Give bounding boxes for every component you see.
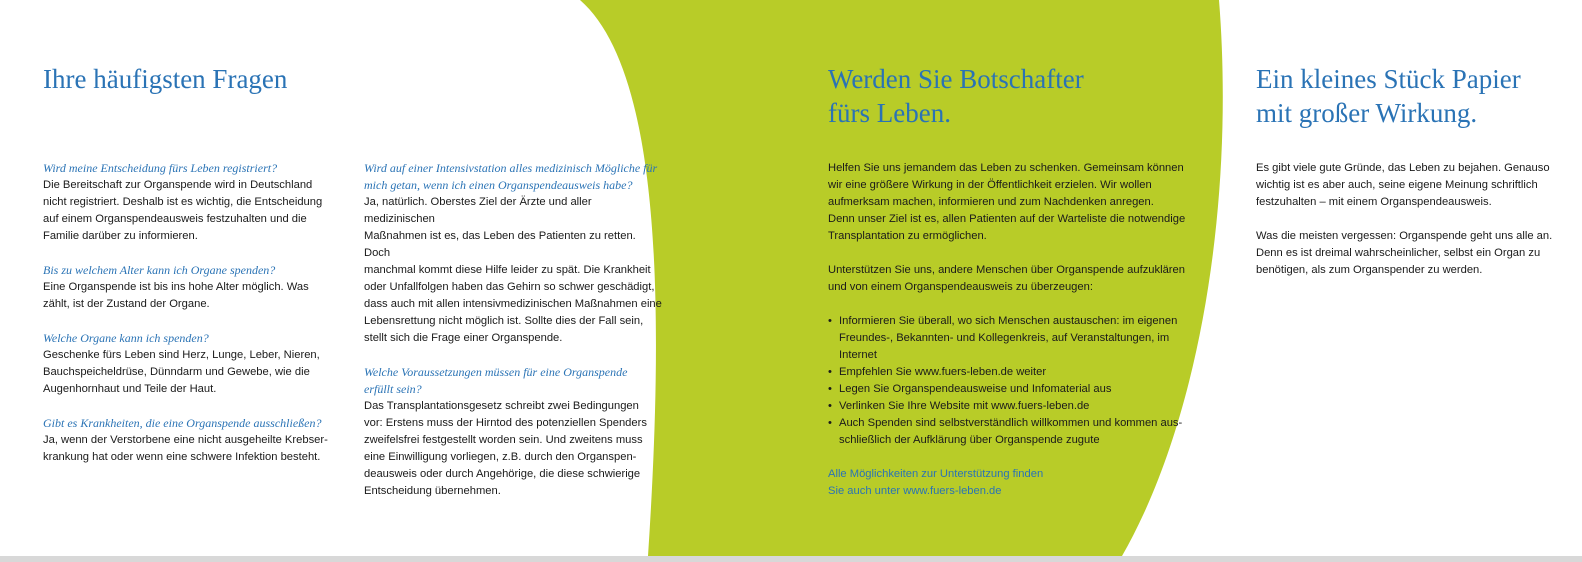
faq-answer: Die Bereitschaft zur Organspende wird in Deutschland nicht registriert. Deshalb ist es wichtig, die Entscheidung auf einem Organspendeausweis festzuhalten und die Familie darüber zu informieren. [43, 179, 323, 242]
list-item: • Informieren Sie überall, wo sich Menschen austauschen: im eigenen Freundes-, Bekannten- und Kollegenkreis, auf Veranstaltungen, im Internet [828, 313, 1208, 364]
faq-item [43, 262, 333, 313]
list-item: • Verlinken Sie Ihre Website mit www.fuers-leben.de [828, 398, 1208, 415]
faq-answer: Geschenke fürs Leben sind Herz, Lunge, Leber, Nieren, Bauchspeicheldrüse, Dünndarm und Gewebe, wie die Augenhornhaut und Teile der Haut. [43, 349, 320, 395]
paper-paragraph-2: Was die meisten vergessen: Organspende geht uns alle an. Denn es ist dreimal wahrscheinlicher, selbst ein Organ zu benötigen, als zum Organspender zu werden. [1256, 230, 1553, 276]
faq-item [364, 160, 664, 347]
faq-answer: Das Transplantationsgesetz schreibt zwei Bedingungen vor: Erstens muss der Hirntod des potenziellen Spenders zweifelsfrei festgestellt worden sein. Und zweitens muss eine Einwilligung vorliegen, z.B. durch den Organspen- deausweis oder durch Angehörige, die diese schwierige Entscheidung übernehmen. [364, 400, 647, 497]
support-link[interactable]: Alle Möglichkeiten zur Unterstützung finden Sie auch unter www.fuers-leben.de [828, 468, 1044, 497]
faq-item [43, 330, 333, 398]
faq-title: Ihre häufigsten Fragen [43, 64, 288, 94]
faq-answer: Ja, wenn der Verstorbene eine nicht ausgeheilte Krebser- krankung hat oder wenn eine schwere Infektion besteht. [43, 434, 328, 463]
ambassador-intro: Helfen Sie uns jemandem das Leben zu schenken. Gemeinsam können wir eine größere Wirkung in der Öffentlichkeit erzielen. Wir wollen aufmerksam machen, informieren und zum Nachdenken anregen. Denn unser Ziel ist es, allen Patienten auf der Warteliste die notwendige Transplantation zu ermöglichen. [828, 162, 1186, 242]
ambassador-support-text: Unterstützen Sie uns, andere Menschen über Organspende aufzuklären und von einem Organspendeausweis zu überzeugen: [828, 264, 1185, 293]
faq-question: Gibt es Krankheiten, die eine Organspende ausschließen? [43, 416, 322, 430]
faq-question: Welche Voraussetzungen müssen für eine Organspende erfüllt sein? [364, 365, 628, 396]
paper-panel [1256, 62, 1556, 279]
faq-question: Bis zu welchem Alter kann ich Organe spenden? [43, 263, 276, 277]
ambassador-bullet-list [828, 313, 1208, 449]
list-item: • Auch Spenden sind selbstverständlich willkommen und kommen aus- schließlich der Aufklärung über Organspende zugute [828, 415, 1208, 449]
faq-question: Wird meine Entscheidung fürs Leben registriert? [43, 161, 278, 175]
ambassador-title: Werden Sie Botschafter fürs Leben. [828, 64, 1084, 128]
paper-title: Ein kleines Stück Papier mit großer Wirkung. [1256, 64, 1521, 128]
faq-question: Wird auf einer Intensivstation alles medizinisch Mögliche für mich getan, wenn ich einen Organspendeausweis habe? [364, 161, 658, 192]
paper-paragraph-1: Es gibt viele gute Gründe, das Leben zu bejahen. Genauso wichtig ist es aber auch, seine eigene Meinung schriftlich festzuhalten – mit einem Organspendeausweis. [1256, 162, 1550, 208]
faq-item [43, 415, 333, 466]
faq-item [43, 160, 333, 245]
faq-column-1 [43, 160, 333, 466]
faq-column-2 [364, 160, 664, 500]
bottom-divider [0, 556, 1582, 562]
faq-answer: Ja, natürlich. Oberstes Ziel der Ärzte und aller medizinischen Maßnahmen ist es, das Leben des Patienten zu retten. Doch manchmal kommt diese Hilfe leider zu spät. Die Krankheit oder Unfallfolgen haben das Gehirn so schwer geschädigt, dass auch mit allen intensivmedizinischen Maßnahmen eine Lebensrettung nicht möglich ist. Sollte dies der Fall sein, stellt sich die Frage einer Organspende. [364, 196, 662, 344]
faq-item [364, 364, 664, 500]
ambassador-panel [828, 62, 1208, 500]
list-item: • Legen Sie Organspendeausweise und Infomaterial aus [828, 381, 1208, 398]
list-item: • Empfehlen Sie www.fuers-leben.de weiter [828, 364, 1208, 381]
faq-answer: Eine Organspende ist bis ins hohe Alter möglich. Was zählt, ist der Zustand der Organe. [43, 281, 309, 310]
faq-question: Welche Organe kann ich spenden? [43, 331, 209, 345]
